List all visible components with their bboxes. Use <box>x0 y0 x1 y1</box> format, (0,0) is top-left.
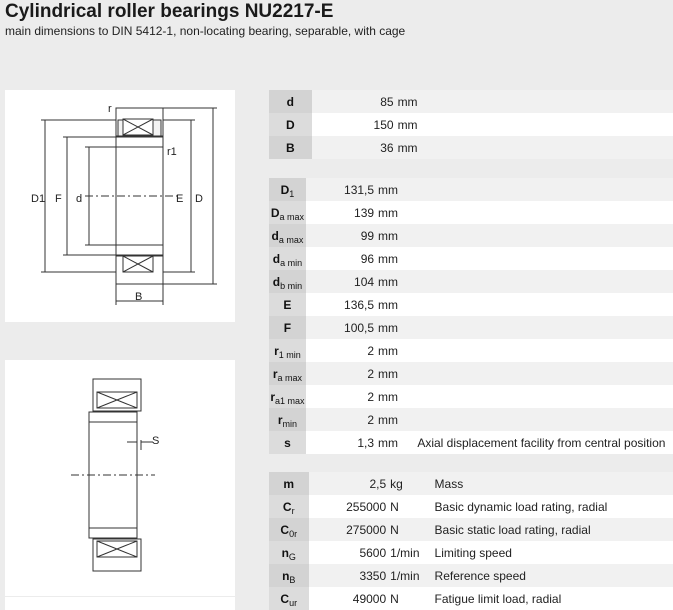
symbol-subscript: 0r <box>289 528 298 539</box>
symbol-subscript: ur <box>289 597 298 608</box>
table-row <box>269 316 673 339</box>
s-label: S <box>152 435 160 447</box>
table-row <box>269 113 673 136</box>
symbol-text: C <box>282 499 292 514</box>
value-cell: 150 <box>312 113 398 136</box>
unit-cell: mm <box>378 431 413 454</box>
symbol-subscript: B <box>289 574 296 585</box>
unit-cell: mm <box>378 270 413 293</box>
value-cell: 275000 <box>309 518 391 541</box>
symbol-subscript: min <box>282 418 298 429</box>
value-cell: 3350 <box>309 564 391 587</box>
description-cell <box>413 385 673 408</box>
symbol-text: d <box>286 94 294 109</box>
unit-cell: mm <box>378 224 413 247</box>
value-cell: 104 <box>306 270 378 293</box>
description-cell <box>413 201 673 224</box>
unit-cell: mm <box>378 247 413 270</box>
symbol-cell <box>269 385 306 408</box>
description-cell <box>413 178 673 201</box>
symbol-cell <box>269 564 309 587</box>
description-cell: Basic static load rating, radial <box>431 518 673 541</box>
symbol-text: F <box>283 320 292 335</box>
symbol-text: D <box>285 117 295 132</box>
value-cell: 2 <box>306 362 378 385</box>
symbol-text: E <box>283 297 292 312</box>
unit-cell: N <box>390 518 430 541</box>
symbol-cell <box>269 247 306 270</box>
symbol-text: d <box>272 251 281 266</box>
symbol-cell <box>269 408 306 431</box>
value-cell: 131,5 <box>306 178 378 201</box>
symbol-cell <box>269 270 306 293</box>
table-row <box>269 293 673 316</box>
value-cell: 2 <box>306 385 378 408</box>
table-row <box>269 408 673 431</box>
value-cell: 36 <box>312 136 398 159</box>
unit-cell: mm <box>378 362 413 385</box>
description-cell <box>413 270 673 293</box>
value-cell: 2 <box>306 408 378 431</box>
symbol-cell <box>269 541 309 564</box>
symbol-text: d <box>272 274 281 289</box>
D-label: D <box>195 193 203 205</box>
symbol-cell <box>269 113 312 136</box>
D1-label: D1 <box>31 193 46 205</box>
symbol-cell <box>269 472 309 495</box>
description-cell <box>413 224 673 247</box>
symbol-cell <box>269 316 306 339</box>
description-cell: Limiting speed <box>431 541 673 564</box>
symbol-cell <box>269 178 306 201</box>
unit-cell: 1/min <box>390 541 430 564</box>
value-cell: 2,5 <box>309 472 391 495</box>
description-cell: Fatigue limit load, radial <box>431 587 673 610</box>
unit-cell: mm <box>378 385 413 408</box>
unit-cell: mm <box>378 178 413 201</box>
performance-data-table <box>269 472 673 610</box>
bearing-section-svg <box>5 90 235 322</box>
value-cell: 100,5 <box>306 316 378 339</box>
value-cell: 136,5 <box>306 293 378 316</box>
symbol-text: s <box>284 435 291 450</box>
symbol-cell <box>269 293 306 316</box>
value-cell: 255000 <box>309 495 391 518</box>
symbol-text: n <box>281 545 289 560</box>
main-dimensions-table <box>269 90 673 159</box>
symbol-subscript: a max <box>278 234 304 245</box>
table-row <box>269 472 673 495</box>
unit-cell: mm <box>398 113 439 136</box>
table-row <box>269 178 673 201</box>
value-cell: 49000 <box>309 587 391 610</box>
table-row <box>269 136 673 159</box>
unit-cell: 1/min <box>390 564 430 587</box>
table-row <box>269 564 673 587</box>
r1-label: r1 <box>167 146 177 158</box>
axial-displacement-drawing <box>5 360 235 596</box>
table-row <box>269 541 673 564</box>
unit-cell: mm <box>378 201 413 224</box>
symbol-cell <box>269 362 306 385</box>
unit-cell: mm <box>378 339 413 362</box>
description-cell <box>439 90 673 113</box>
symbol-subscript: r <box>291 505 295 516</box>
unit-cell: mm <box>398 136 439 159</box>
value-cell: 2 <box>306 339 378 362</box>
symbol-text: r <box>270 389 276 404</box>
page-subtitle: main dimensions to DIN 5412-1, non-locating bearing, separable, with cage <box>5 24 406 38</box>
symbol-text: d <box>271 228 279 243</box>
d-label: d <box>76 193 83 205</box>
mounting-dimensions-table <box>269 178 673 454</box>
symbol-text: n <box>282 568 290 583</box>
symbol-cell <box>269 136 312 159</box>
symbol-subscript: 1 <box>289 188 295 199</box>
description-cell <box>413 339 673 362</box>
E-label: E <box>176 193 184 205</box>
table-row <box>269 518 673 541</box>
symbol-subscript: a max <box>277 372 303 383</box>
description-cell <box>413 408 673 431</box>
description-cell <box>439 136 673 159</box>
symbol-cell <box>269 224 306 247</box>
page-title: Cylindrical roller bearings NU2217-E <box>5 1 334 22</box>
table-row <box>269 587 673 610</box>
description-cell <box>413 247 673 270</box>
symbol-subscript: a max <box>279 211 305 222</box>
description-cell: Mass <box>431 472 673 495</box>
symbol-text: C <box>280 522 290 537</box>
symbol-cell <box>269 587 309 610</box>
description-cell <box>413 293 673 316</box>
symbol-text: D <box>280 182 290 197</box>
symbol-text: C <box>280 591 290 606</box>
table-row <box>269 339 673 362</box>
B-label: B <box>135 291 143 303</box>
symbol-text: D <box>270 205 280 220</box>
description-cell <box>413 316 673 339</box>
symbol-subscript: G <box>288 551 296 562</box>
table-row <box>269 385 673 408</box>
description-cell: Axial displacement facility from central position <box>413 431 673 454</box>
symbol-text: r <box>277 412 283 427</box>
symbol-subscript: a1 max <box>275 395 305 406</box>
unit-cell: N <box>390 495 430 518</box>
value-cell: 1,3 <box>306 431 378 454</box>
table-row <box>269 270 673 293</box>
table-row <box>269 90 673 113</box>
value-cell: 99 <box>306 224 378 247</box>
symbol-cell <box>269 201 306 224</box>
symbol-text: r <box>274 343 279 358</box>
symbol-text: m <box>283 476 295 491</box>
table-row <box>269 224 673 247</box>
symbol-cell <box>269 90 312 113</box>
table-row <box>269 201 673 224</box>
symbol-cell <box>269 495 309 518</box>
description-cell <box>439 113 673 136</box>
symbol-subscript: a min <box>280 257 303 268</box>
symbol-subscript: b min <box>280 280 303 291</box>
symbol-cell <box>269 518 309 541</box>
value-cell: 96 <box>306 247 378 270</box>
unit-cell: kg <box>390 472 430 495</box>
description-cell <box>413 362 673 385</box>
table-row <box>269 431 673 454</box>
unit-cell: mm <box>378 408 413 431</box>
unit-cell: mm <box>398 90 439 113</box>
symbol-text: B <box>285 140 295 155</box>
symbol-text: r <box>272 366 278 381</box>
table-row <box>269 495 673 518</box>
F-label: F <box>55 193 62 205</box>
table-row <box>269 362 673 385</box>
drawing-panel-3 <box>5 597 235 610</box>
symbol-cell <box>269 339 306 362</box>
unit-cell: mm <box>378 316 413 339</box>
description-cell: Basic dynamic load rating, radial <box>431 495 673 518</box>
table-row <box>269 247 673 270</box>
unit-cell: mm <box>378 293 413 316</box>
description-cell: Reference speed <box>431 564 673 587</box>
value-cell: 5600 <box>309 541 391 564</box>
bearing-dimension-drawing <box>5 90 235 322</box>
symbol-cell <box>269 431 306 454</box>
value-cell: 139 <box>306 201 378 224</box>
unit-cell: N <box>390 587 430 610</box>
displacement-svg <box>5 360 235 596</box>
symbol-subscript: 1 min <box>278 349 301 360</box>
r-label: r <box>108 103 112 115</box>
value-cell: 85 <box>312 90 398 113</box>
